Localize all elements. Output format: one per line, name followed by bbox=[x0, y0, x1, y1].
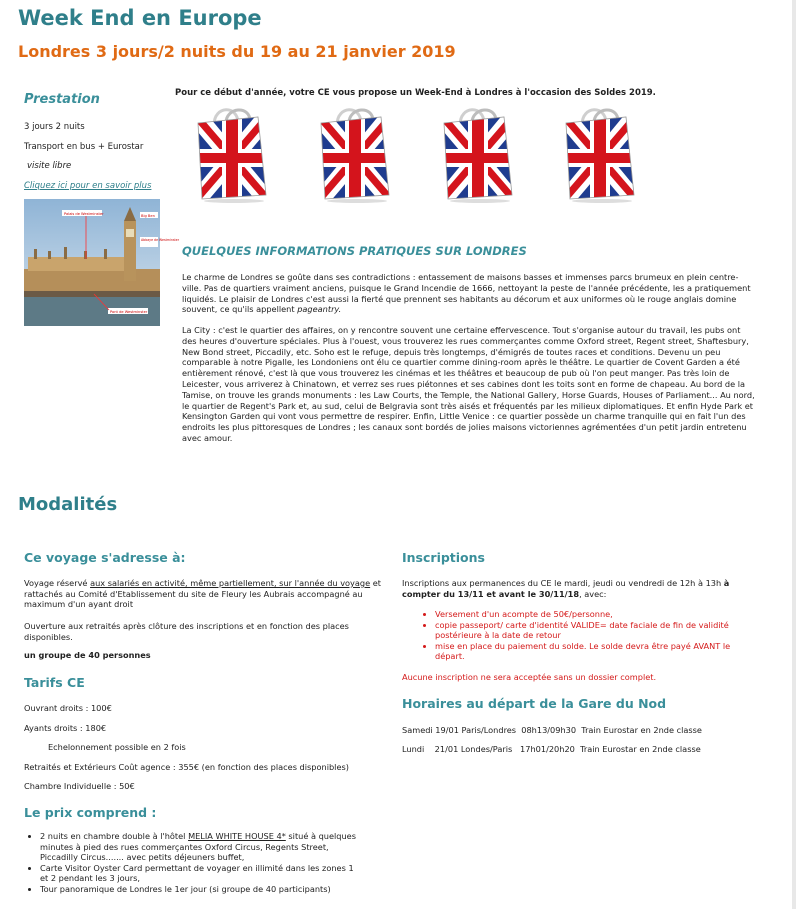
prestation-visit: visite libre bbox=[27, 161, 72, 171]
svg-text:Abbaye de Westminster: Abbaye de Westminster bbox=[141, 238, 180, 242]
inscriptions-list bbox=[402, 609, 762, 662]
retirees-text: Ouverture aux retraités après clôture des inscriptions et en fonction des places disponibles. bbox=[24, 621, 349, 642]
list-item: • Carte Visitor Oyster Card permettant de voyager en illimité dans les zones 1 et 2 pendant les 3 jours, bbox=[40, 863, 360, 884]
more-info-link[interactable]: Cliquez ici pour en savoir plus bbox=[24, 181, 152, 191]
group-size-text: un groupe de 40 personnes bbox=[24, 650, 151, 660]
prestation-duration: 3 jours 2 nuits bbox=[24, 122, 85, 132]
union-jack-bag-icon bbox=[315, 103, 395, 203]
tarif-echelonnement: Echelonnement possible en 2 fois bbox=[48, 742, 186, 752]
list-item: • Versement d'un acompte de 50€/personne, bbox=[435, 609, 762, 620]
inscriptions-note: Aucune inscription ne sera acceptée sans un dossier complet. bbox=[402, 672, 657, 682]
union-jack-bag-icon bbox=[192, 103, 272, 203]
inscriptions-heading: Inscriptions bbox=[402, 550, 485, 565]
intro-text: Pour ce début d'année, votre CE vous propose un Week-End à Londres à l'occasion des Soldes 2019. bbox=[175, 88, 656, 98]
info-paragraph-1: Le charme de Londres se goûte dans ses contradictions : entassement de maisons basses et immenses parcs brumeux en plein centre-ville. Pas de quartiers vraiment anciens, puisque le Grand Incendie de 1666, nettoyant la peste de l'année précédente, les a pratiquement liquidés. Le plaisir de Londres c'est aussi la fierté que prennent ses habitants au décorum et aux uniformes où le rouge anglais domine souvent, ce qu'ils appellent pageantry. bbox=[182, 272, 751, 315]
modalites-heading: Modalités bbox=[18, 494, 118, 515]
union-jack-bag-icon bbox=[438, 103, 518, 203]
svg-text:Palais de Westminster: Palais de Westminster bbox=[64, 212, 104, 216]
page-title: Week End en Europe bbox=[18, 6, 262, 30]
tarif-retraites: Retraités et Extérieurs Coût agence : 355€ (en fonction des places disponibles) bbox=[24, 762, 349, 772]
page-edge bbox=[792, 0, 796, 909]
info-heading: QUELQUES INFORMATIONS PRATIQUES SUR LONDRES bbox=[182, 244, 527, 258]
trip-subtitle: Londres 3 jours/2 nuits du 19 au 21 janvier 2019 bbox=[18, 42, 456, 61]
prestation-heading: Prestation bbox=[24, 92, 100, 107]
list-item: • copie passeport/ carte d'identité VALIDE= date faciale de fin de validité postérieure à la date de retour bbox=[435, 620, 762, 641]
audience-text: Voyage réservé aux salariés en activité, même partiellement, sur l'année du voyage et rattachés au Comité d'Etablissement du site de Fleury les Aubrais accompagné au maximum d'un ayant droit bbox=[24, 578, 381, 610]
tarifs-heading: Tarifs CE bbox=[24, 675, 85, 690]
audience-heading: Ce voyage s'adresse à: bbox=[24, 550, 186, 565]
svg-text:Big Ben: Big Ben bbox=[141, 214, 155, 218]
list-item: • mise en place du paiement du solde. Le solde devra être payé AVANT le départ. bbox=[435, 641, 762, 662]
horaire-aller: Samedi 19/01 Paris/Londres 08h13/09h30 Train Eurostar en 2nde classe bbox=[402, 725, 702, 735]
tarif-ayant: Ayants droits : 180€ bbox=[24, 723, 107, 733]
prestation-transport: Transport en bus + Eurostar bbox=[24, 142, 144, 152]
svg-text:Pont de Westminster: Pont de Westminster bbox=[110, 310, 148, 314]
horaires-heading: Horaires au départ de la Gare du Nod bbox=[402, 696, 667, 711]
inscriptions-text: Inscriptions aux permanences du CE le mardi, jeudi ou vendredi de 12h à 13h à compter du 13/11 et avant le 30/11/18, avec: bbox=[402, 578, 730, 599]
tarif-chambre: Chambre Individuelle : 50€ bbox=[24, 781, 135, 791]
list-item: • 2 nuits en chambre double à l'hôtel MELIA WHITE HOUSE 4* situé à quelques minutes à pied des rues commerçantes Oxford Circus, Regents Street, Piccadilly Circus....... avec petits déjeuners buffet, bbox=[40, 831, 360, 863]
tarif-ouvrant: Ouvrant droits : 100€ bbox=[24, 703, 112, 713]
london-photo bbox=[24, 199, 180, 326]
union-jack-bag-icon bbox=[560, 103, 640, 203]
list-item: • Tour panoramique de Londres le 1er jour (si groupe de 40 participants) bbox=[40, 884, 360, 895]
horaire-retour: Lundi 21/01 Londes/Paris 17h01/20h20 Train Eurostar en 2nde classe bbox=[402, 744, 701, 754]
prix-list bbox=[0, 831, 360, 895]
prix-heading: Le prix comprend : bbox=[24, 805, 157, 820]
info-paragraph-2: La City : c'est le quartier des affaires, on y rencontre souvent une certaine effervescence. Tout s'organise autour du travail, les pubs ont des heures d'ouverture spéciales. Plus à l'ouest, vous trouverez les rues commerçantes comme Oxford street, Regent street, Shaftesbury, New Bond street, Piccadily, etc. Soho est le refuge, depuis très longtemps, d'émigrés de toutes races et conditions. Devenu un peu comparable à notre Pigalle, les Londoniens ont élu ce quartier comme dining-room après le théâtre. Le quartier de Covent Garden a été entièrement rénové, c'est là que vous trouverez les cinémas et les théâtres et beaucoup de pub où l'on peut manger. Pas très loin de Leicester, vous arriverez à Chinatown, et verrez ses rues piétonnes et ses cabines dont les toits sont en forme de chapeau. Au bord de la Tamise, on trouve les grands monuments : les Law Courts, the Temple, the National Gallery, Horse Guards, Houses of Parliament... Au nord, le quartier de Regent's Park et, au sud, celui de Belgravia sont très aisés et fréquentés par les milieux diplomatiques. Et enfin Hyde Park et Kensington Garden qui vont vous permettre de respirer. Enfin, Little Venice : ce quartier possède un charme tranquille qui en fait l'un des endroits les plus pittoresques de Londres ; les canaux sont bordés de jolies maisons victoriennes agrémentées d'un petit jardin entretenu avec amour. bbox=[182, 325, 755, 443]
